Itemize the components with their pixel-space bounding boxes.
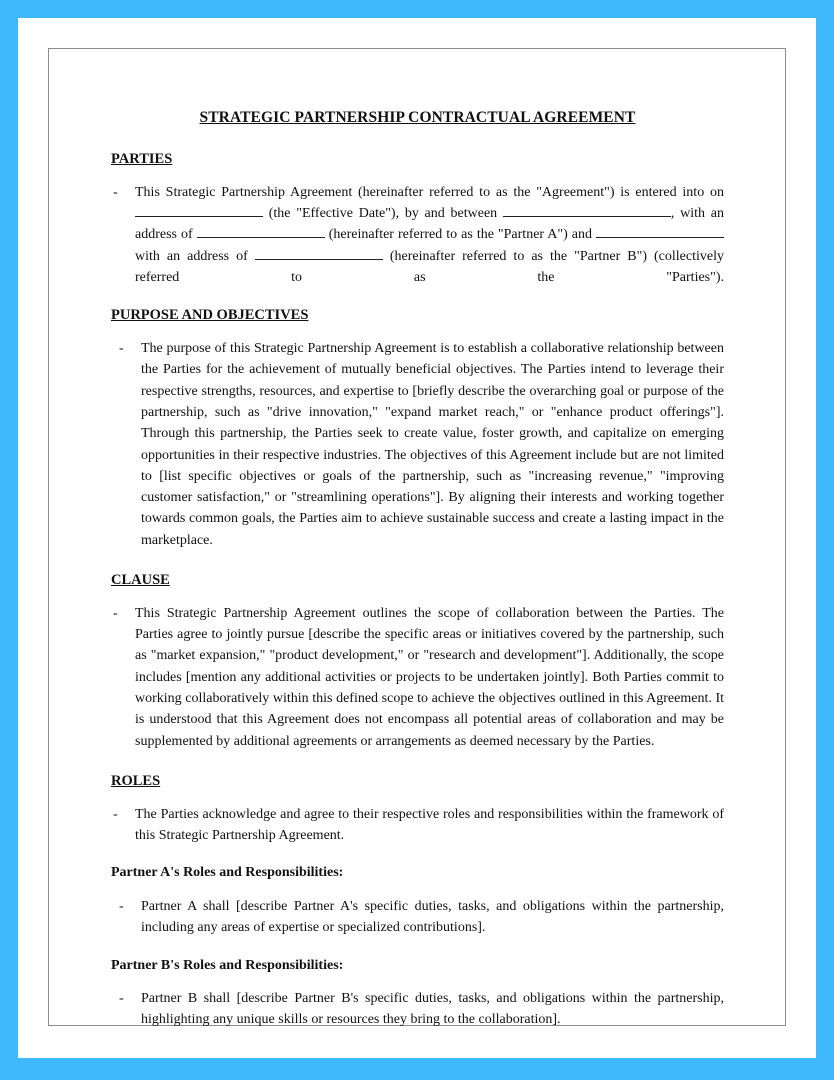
effective-date-blank[interactable] — [135, 216, 263, 217]
purpose-paragraph — [111, 338, 724, 551]
section-heading-clause: CLAUSE — [111, 571, 170, 588]
roles-intro-paragraph — [111, 804, 724, 847]
partner-b-name-blank[interactable] — [596, 237, 724, 238]
subheading-partner-b-roles: Partner B's Roles and Responsibilities: — [111, 957, 344, 973]
parties-text-part5: with an address of — [135, 248, 248, 264]
bullet-dash-icon: - — [119, 341, 124, 357]
paper-sheet — [18, 18, 816, 1058]
clause-paragraph — [111, 603, 724, 752]
section-heading-purpose-and-objectives: PURPOSE AND OBJECTIVES — [111, 307, 309, 324]
partner-b-paragraph — [111, 988, 724, 1031]
partner-b-address-blank[interactable] — [255, 259, 383, 260]
parties-text-part1: This Strategic Partnership Agreement (hereinafter referred to as the "Agreement") is entered into on — [135, 184, 724, 200]
parties-text-part2: (the "Effective Date"), by and between — [268, 205, 498, 221]
partner-a-text: Partner A shall [describe Partner A's specific duties, tasks, and obligations within the partnership, including any areas of expertise or specialized contributions]. — [141, 898, 724, 936]
parties-text-part6: (hereinafter referred to as the "Partner B") (collectively referred to as the "Parties"). — [135, 248, 724, 285]
section-heading-roles: ROLES — [111, 772, 161, 789]
parties-text-part4: (hereinafter referred to as the "Partner A") and — [328, 227, 593, 243]
document-content — [111, 109, 724, 1047]
bullet-dash-icon: - — [119, 898, 124, 914]
subheading-partner-a-roles: Partner A's Roles and Responsibilities: — [111, 865, 344, 881]
bullet-dash-icon: - — [119, 991, 124, 1006]
partner-b-text: Partner B shall [describe Partner B's specific duties, tasks, and obligations within the partnership, highlighting any unique skills or resources they bring to the collaboration]. — [141, 991, 724, 1028]
roles-intro-text: The Parties acknowledge and agree to their respective roles and responsibilities within the framework of this Strategic Partnership Agreement. — [135, 806, 724, 844]
bullet-dash-icon: - — [113, 605, 118, 621]
bullet-dash-icon: - — [113, 806, 118, 822]
partner-a-address-blank[interactable] — [197, 237, 325, 238]
page-title: STRATEGIC PARTNERSHIP CONTRACTUAL AGREEMENT — [199, 109, 636, 126]
partner-a-paragraph — [111, 896, 724, 939]
partner-a-name-blank[interactable] — [503, 216, 671, 217]
purpose-text: The purpose of this Strategic Partnership Agreement is to establish a collaborative relationship between the Parties for the achievement of mutually beneficial objectives. The Parties intend to leverage their respective strengths, resources, and expertise to [briefly describe the overarching goal or purpose of the partnership, such as "drive innovation," "expand market reach," or "enhance product offerings"]. Through this partnership, the Parties seek to create value, foster growth, and capitalize on emerging opportunities in their respective industries. The objectives of this Agreement include but are not limited to [list specific objectives or goals of the partnership, such as "increasing revenue," "improving customer satisfaction," or "streamlining operations"]. By aligning their interests and working together towards common goals, the Parties aim to achieve sustainable success and create a lasting impact in the marketplace. — [141, 341, 724, 548]
page-border-frame — [48, 48, 786, 1026]
bullet-dash-icon: - — [113, 184, 118, 200]
parties-paragraph — [111, 182, 724, 288]
section-heading-parties: PARTIES — [111, 150, 173, 167]
parties-text-part3: , with an address of — [135, 205, 725, 243]
clause-text: This Strategic Partnership Agreement outlines the scope of collaboration between the Parties. The Parties agree to jointly pursue [describe the specific areas or initiatives covered by the partnership, such as "market expansion," "product development," or "research and development"]. Additionally, the scope includes [mention any additional activities or projects to be undertaken jointly]. Both Parties commit to working collaboratively within this defined scope to achieve the objectives outlined in this Agreement. It is understood that this Agreement does not encompass all potential areas of collaboration and may be supplemented by additional agreements or arrangements as deemed necessary by the Parties. — [135, 605, 724, 749]
